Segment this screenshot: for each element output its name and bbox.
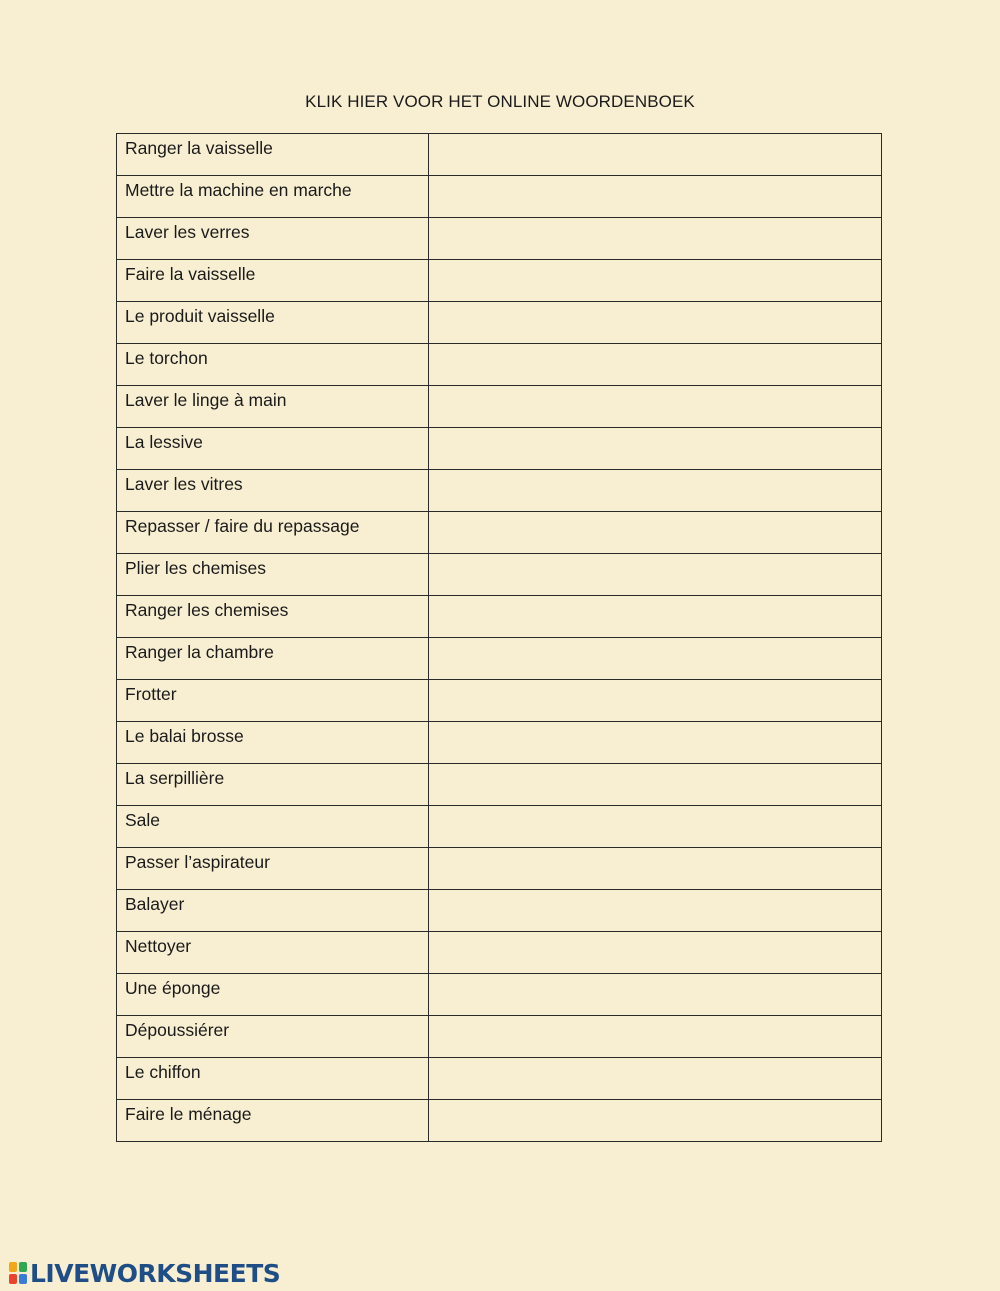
table-row bbox=[117, 1058, 882, 1100]
answer-input[interactable] bbox=[429, 596, 881, 637]
answer-input[interactable] bbox=[429, 638, 881, 679]
vocabulary-term: Faire le ménage bbox=[117, 1100, 429, 1142]
vocabulary-term: Ranger la vaisselle bbox=[117, 134, 429, 176]
table-row bbox=[117, 1016, 882, 1058]
vocabulary-term: Nettoyer bbox=[117, 932, 429, 974]
table-row bbox=[117, 344, 882, 386]
vocabulary-term: Une éponge bbox=[117, 974, 429, 1016]
table-row bbox=[117, 596, 882, 638]
table-row bbox=[117, 764, 882, 806]
logo-square-icon bbox=[19, 1274, 27, 1284]
vocabulary-term: Sale bbox=[117, 806, 429, 848]
answer-input[interactable] bbox=[429, 260, 881, 301]
dictionary-link[interactable]: KLIK HIER VOOR HET ONLINE WOORDENBOEK bbox=[305, 92, 695, 111]
answer-input[interactable] bbox=[429, 512, 881, 553]
answer-cell bbox=[429, 638, 882, 680]
vocabulary-term: Ranger les chemises bbox=[117, 596, 429, 638]
table-row bbox=[117, 1100, 882, 1142]
vocabulary-term: Laver les verres bbox=[117, 218, 429, 260]
answer-cell bbox=[429, 596, 882, 638]
table-row bbox=[117, 722, 882, 764]
answer-cell bbox=[429, 722, 882, 764]
vocabulary-term: Ranger la chambre bbox=[117, 638, 429, 680]
table-row bbox=[117, 932, 882, 974]
vocabulary-term: Laver le linge à main bbox=[117, 386, 429, 428]
answer-input[interactable] bbox=[429, 386, 881, 427]
answer-cell bbox=[429, 932, 882, 974]
answer-input[interactable] bbox=[429, 1100, 881, 1141]
table-row bbox=[117, 470, 882, 512]
answer-input[interactable] bbox=[429, 974, 881, 1015]
answer-input[interactable] bbox=[429, 554, 881, 595]
answer-cell bbox=[429, 134, 882, 176]
vocabulary-term: Mettre la machine en marche bbox=[117, 176, 429, 218]
answer-input[interactable] bbox=[429, 176, 881, 217]
logo-square-icon bbox=[9, 1274, 17, 1284]
table-row bbox=[117, 428, 882, 470]
table-row bbox=[117, 218, 882, 260]
answer-cell bbox=[429, 176, 882, 218]
liveworksheets-logo bbox=[8, 1259, 280, 1287]
vocabulary-term: Laver les vitres bbox=[117, 470, 429, 512]
answer-cell bbox=[429, 470, 882, 512]
answer-cell bbox=[429, 890, 882, 932]
vocabulary-term: Dépoussiérer bbox=[117, 1016, 429, 1058]
answer-input[interactable] bbox=[429, 1058, 881, 1099]
table-row bbox=[117, 848, 882, 890]
table-row bbox=[117, 554, 882, 596]
logo-text: LIVEWORKSHEETS bbox=[30, 1258, 281, 1288]
vocabulary-term: Frotter bbox=[117, 680, 429, 722]
vocabulary-term: Le chiffon bbox=[117, 1058, 429, 1100]
vocabulary-term: Passer l’aspirateur bbox=[117, 848, 429, 890]
answer-cell bbox=[429, 764, 882, 806]
table-row bbox=[117, 974, 882, 1016]
vocabulary-term: La serpillière bbox=[117, 764, 429, 806]
answer-cell bbox=[429, 344, 882, 386]
answer-input[interactable] bbox=[429, 428, 881, 469]
vocabulary-term: Repasser / faire du repassage bbox=[117, 512, 429, 554]
answer-input[interactable] bbox=[429, 890, 881, 931]
answer-input[interactable] bbox=[429, 218, 881, 259]
answer-input[interactable] bbox=[429, 848, 881, 889]
table-row bbox=[117, 638, 882, 680]
table-row bbox=[117, 680, 882, 722]
answer-input[interactable] bbox=[429, 302, 881, 343]
vocabulary-table-body bbox=[117, 134, 882, 1142]
answer-cell bbox=[429, 1100, 882, 1142]
answer-cell bbox=[429, 554, 882, 596]
answer-cell bbox=[429, 680, 882, 722]
vocabulary-term: Plier les chemises bbox=[117, 554, 429, 596]
vocabulary-term: Le balai brosse bbox=[117, 722, 429, 764]
answer-cell bbox=[429, 848, 882, 890]
answer-cell bbox=[429, 386, 882, 428]
answer-cell bbox=[429, 1016, 882, 1058]
liveworksheets-logo-icon bbox=[8, 1261, 28, 1285]
answer-input[interactable] bbox=[429, 806, 881, 847]
answer-input[interactable] bbox=[429, 344, 881, 385]
answer-input[interactable] bbox=[429, 134, 881, 175]
page-title bbox=[0, 92, 1000, 112]
vocabulary-term: Le produit vaisselle bbox=[117, 302, 429, 344]
answer-cell bbox=[429, 428, 882, 470]
answer-input[interactable] bbox=[429, 932, 881, 973]
answer-cell bbox=[429, 218, 882, 260]
table-row bbox=[117, 260, 882, 302]
answer-input[interactable] bbox=[429, 470, 881, 511]
answer-input[interactable] bbox=[429, 722, 881, 763]
vocabulary-term: Balayer bbox=[117, 890, 429, 932]
answer-cell bbox=[429, 974, 882, 1016]
vocabulary-term: La lessive bbox=[117, 428, 429, 470]
answer-cell bbox=[429, 302, 882, 344]
table-row bbox=[117, 134, 882, 176]
answer-input[interactable] bbox=[429, 764, 881, 805]
table-row bbox=[117, 806, 882, 848]
logo-square-icon bbox=[9, 1262, 17, 1272]
answer-cell bbox=[429, 806, 882, 848]
table-row bbox=[117, 302, 882, 344]
vocabulary-table bbox=[116, 133, 882, 1142]
logo-square-icon bbox=[19, 1262, 27, 1272]
answer-cell bbox=[429, 512, 882, 554]
table-row bbox=[117, 890, 882, 932]
answer-input[interactable] bbox=[429, 1016, 881, 1057]
table-row bbox=[117, 176, 882, 218]
vocabulary-term: Faire la vaisselle bbox=[117, 260, 429, 302]
table-row bbox=[117, 386, 882, 428]
answer-cell bbox=[429, 1058, 882, 1100]
answer-input[interactable] bbox=[429, 680, 881, 721]
vocabulary-term: Le torchon bbox=[117, 344, 429, 386]
table-row bbox=[117, 512, 882, 554]
answer-cell bbox=[429, 260, 882, 302]
